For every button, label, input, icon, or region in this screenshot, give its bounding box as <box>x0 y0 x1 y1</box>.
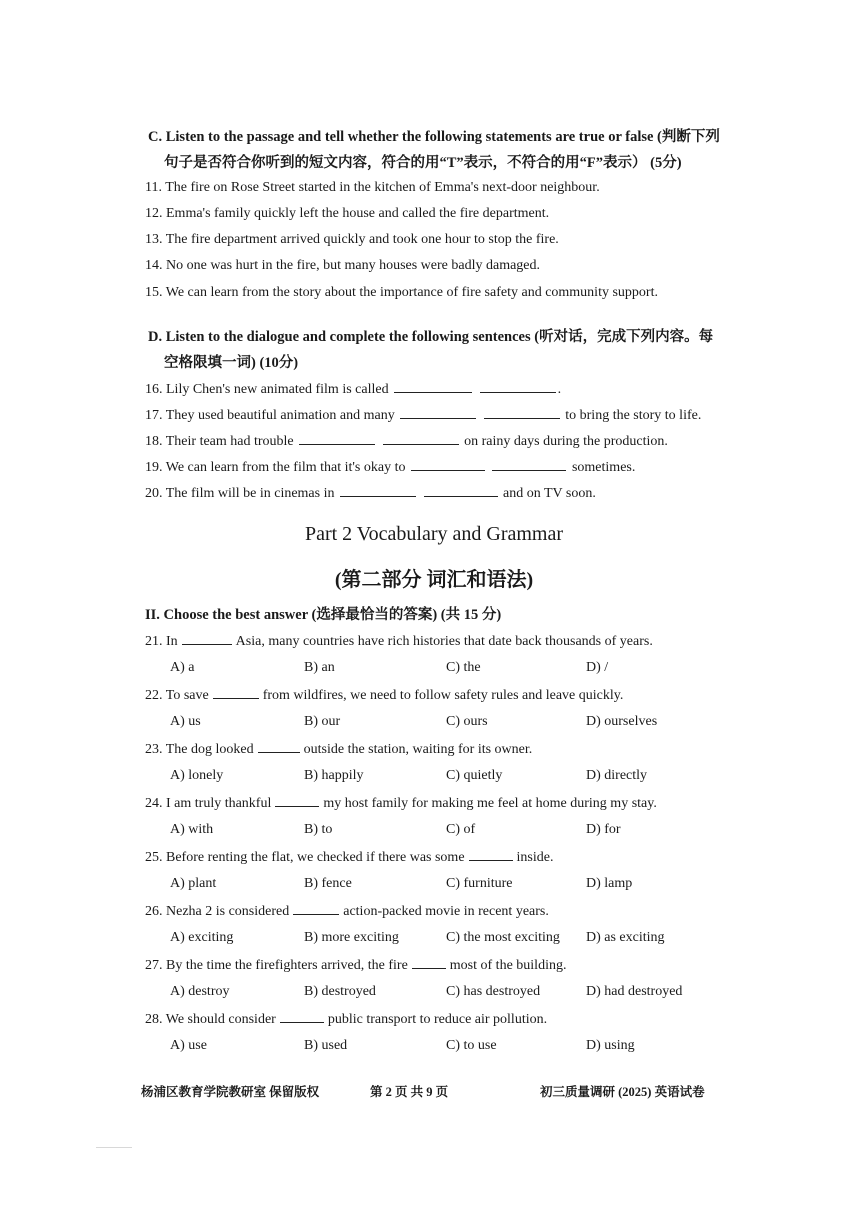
answer-blank[interactable] <box>400 406 476 419</box>
question-21-stem-start: 21. In <box>145 634 178 649</box>
option-d[interactable]: D) / <box>586 660 609 675</box>
question-25-stem-start: 25. Before renting the flat, we checked if there was some <box>145 850 465 865</box>
question-28 <box>145 1010 547 1028</box>
question-22-stem-start: 22. To save <box>145 688 209 703</box>
footer-exam-title: 初三质量调研 (2025) 英语试卷 <box>540 1085 705 1099</box>
sentence-16-end: . <box>557 382 562 397</box>
statement-12: 12. Emma's family quickly left the house and called the fire department. <box>145 206 550 221</box>
section-d-title-line2: 空格限填一词) (10分) <box>164 355 299 371</box>
option-d[interactable]: D) lamp <box>586 876 633 891</box>
answer-blank[interactable] <box>411 458 485 471</box>
answer-blank[interactable] <box>299 432 375 445</box>
statement-11: 11. The fire on Rose Street started in the kitchen of Emma's next-door neighbour. <box>145 180 600 195</box>
scan-mark <box>96 1147 132 1148</box>
answer-blank[interactable] <box>469 848 513 861</box>
answer-blank[interactable] <box>383 432 459 445</box>
option-c[interactable]: C) furniture <box>446 876 513 891</box>
question-23-stem-start: 23. The dog looked <box>145 742 254 757</box>
sentence-20-text: 20. The film will be in cinemas in <box>145 486 335 501</box>
sentence-19 <box>145 458 635 476</box>
question-25-options <box>170 876 770 896</box>
option-c[interactable]: C) the most exciting <box>446 930 560 945</box>
statement-15: 15. We can learn from the story about the importance of fire safety and community support. <box>145 285 658 300</box>
question-27-stem-start: 27. By the time the firefighters arrived, the fire <box>145 958 408 973</box>
sentence-20 <box>145 484 596 502</box>
option-c[interactable]: C) to use <box>446 1038 497 1053</box>
question-22-options <box>170 714 770 734</box>
sentence-17-end: to bring the story to life. <box>565 408 702 423</box>
option-c[interactable]: C) the <box>446 660 481 675</box>
sentence-17 <box>145 406 701 424</box>
answer-blank[interactable] <box>412 956 446 969</box>
option-a[interactable]: A) use <box>170 1038 207 1053</box>
answer-blank[interactable] <box>280 1010 324 1023</box>
sentence-16-text: 16. Lily Chen's new animated film is called <box>145 382 389 397</box>
question-24-stem-end: my host family for making me feel at home during my stay. <box>323 796 657 811</box>
question-24 <box>145 794 657 812</box>
section-c-heading <box>148 124 788 176</box>
option-a[interactable]: A) a <box>170 660 195 675</box>
sentence-19-text: 19. We can learn from the film that it's okay to <box>145 460 406 475</box>
section-ii-heading: II. Choose the best answer (选择最恰当的答案) (共 15 分) <box>145 607 502 623</box>
option-d[interactable]: D) using <box>586 1038 635 1053</box>
sentence-19-end: sometimes. <box>571 460 636 475</box>
question-25 <box>145 848 554 866</box>
sentence-18 <box>145 432 668 450</box>
statement-13: 13. The fire department arrived quickly and took one hour to stop the fire. <box>145 232 559 247</box>
answer-blank[interactable] <box>293 902 339 915</box>
answer-blank[interactable] <box>394 380 472 393</box>
sentence-20-end: and on TV soon. <box>503 486 596 501</box>
option-d[interactable]: D) ourselves <box>586 714 658 729</box>
answer-blank[interactable] <box>424 484 498 497</box>
question-24-options <box>170 822 770 842</box>
option-b[interactable]: B) destroyed <box>304 984 376 999</box>
option-d[interactable]: D) directly <box>586 768 648 783</box>
question-21 <box>145 632 653 650</box>
question-26-stem-start: 26. Nezha 2 is considered <box>145 904 290 919</box>
option-a[interactable]: A) destroy <box>170 984 230 999</box>
option-d[interactable]: D) as exciting <box>586 930 665 945</box>
question-22-stem-end: from wildfires, we need to follow safety rules and leave quickly. <box>262 688 624 703</box>
question-23-options <box>170 768 770 788</box>
answer-blank[interactable] <box>484 406 560 419</box>
option-d[interactable]: D) for <box>586 822 621 837</box>
option-b[interactable]: B) an <box>304 660 335 675</box>
option-a[interactable]: A) lonely <box>170 768 224 783</box>
option-c[interactable]: C) of <box>446 822 476 837</box>
question-28-options <box>170 1038 770 1058</box>
answer-blank[interactable] <box>340 484 416 497</box>
question-26-options <box>170 930 770 950</box>
option-b[interactable]: B) more exciting <box>304 930 399 945</box>
sentence-17-text: 17. They used beautiful animation and many <box>145 408 395 423</box>
option-d[interactable]: D) had destroyed <box>586 984 683 999</box>
option-b[interactable]: B) fence <box>304 876 352 891</box>
option-c[interactable]: C) has destroyed <box>446 984 541 999</box>
section-d-title-line1: D. Listen to the dialogue and complete the following sentences (听对话，完成下列内容。每 <box>148 329 714 345</box>
answer-blank[interactable] <box>275 794 319 807</box>
option-a[interactable]: A) plant <box>170 876 217 891</box>
option-a[interactable]: A) us <box>170 714 201 729</box>
question-28-stem-start: 28. We should consider <box>145 1012 276 1027</box>
option-c[interactable]: C) quietly <box>446 768 503 783</box>
question-26-stem-end: action-packed movie in recent years. <box>343 904 549 919</box>
answer-blank[interactable] <box>258 740 300 753</box>
section-c-title-line2: 句子是否符合你听到的短文内容，符合的用“T”表示，不符合的用“F”表示） (5分) <box>164 155 682 171</box>
question-23 <box>145 740 532 758</box>
section-d-heading <box>148 324 788 376</box>
part2-subtitle: (第二部分 词汇和语法) <box>334 569 534 591</box>
footer-copyright: 杨浦区教育学院教研室 保留版权 <box>141 1085 320 1099</box>
part2-title: Part 2 Vocabulary and Grammar <box>304 523 564 545</box>
question-25-stem-end: inside. <box>516 850 554 865</box>
option-a[interactable]: A) with <box>170 822 214 837</box>
footer-page-number: 第 2 页 共 9 页 <box>370 1085 449 1099</box>
question-27-stem-end: most of the building. <box>449 958 567 973</box>
option-b[interactable]: B) to <box>304 822 333 837</box>
question-27-options <box>170 984 770 1004</box>
section-c-title-line1: C. Listen to the passage and tell whether the following statements are true or false (判断下列 <box>148 129 720 145</box>
option-a[interactable]: A) exciting <box>170 930 234 945</box>
answer-blank[interactable] <box>213 686 259 699</box>
sentence-18-text: 18. Their team had trouble <box>145 434 294 449</box>
option-b[interactable]: B) happily <box>304 768 364 783</box>
option-c[interactable]: C) ours <box>446 714 488 729</box>
question-26 <box>145 902 549 920</box>
question-23-stem-end: outside the station, waiting for its owner. <box>303 742 533 757</box>
sentence-18-end: on rainy days during the production. <box>464 434 668 449</box>
statement-14: 14. No one was hurt in the fire, but many houses were badly damaged. <box>145 258 541 273</box>
question-22 <box>145 686 623 704</box>
option-b[interactable]: B) our <box>304 714 341 729</box>
question-27 <box>145 956 566 974</box>
question-21-options <box>170 660 770 680</box>
question-24-stem-start: 24. I am truly thankful <box>145 796 272 811</box>
option-b[interactable]: B) used <box>304 1038 348 1053</box>
answer-blank[interactable] <box>480 380 556 393</box>
answer-blank[interactable] <box>492 458 566 471</box>
question-28-stem-end: public transport to reduce air pollution. <box>327 1012 548 1027</box>
answer-blank[interactable] <box>182 632 232 645</box>
question-21-stem-end: Asia, many countries have rich histories that date back thousands of years. <box>235 634 653 649</box>
sentence-16 <box>145 380 561 398</box>
